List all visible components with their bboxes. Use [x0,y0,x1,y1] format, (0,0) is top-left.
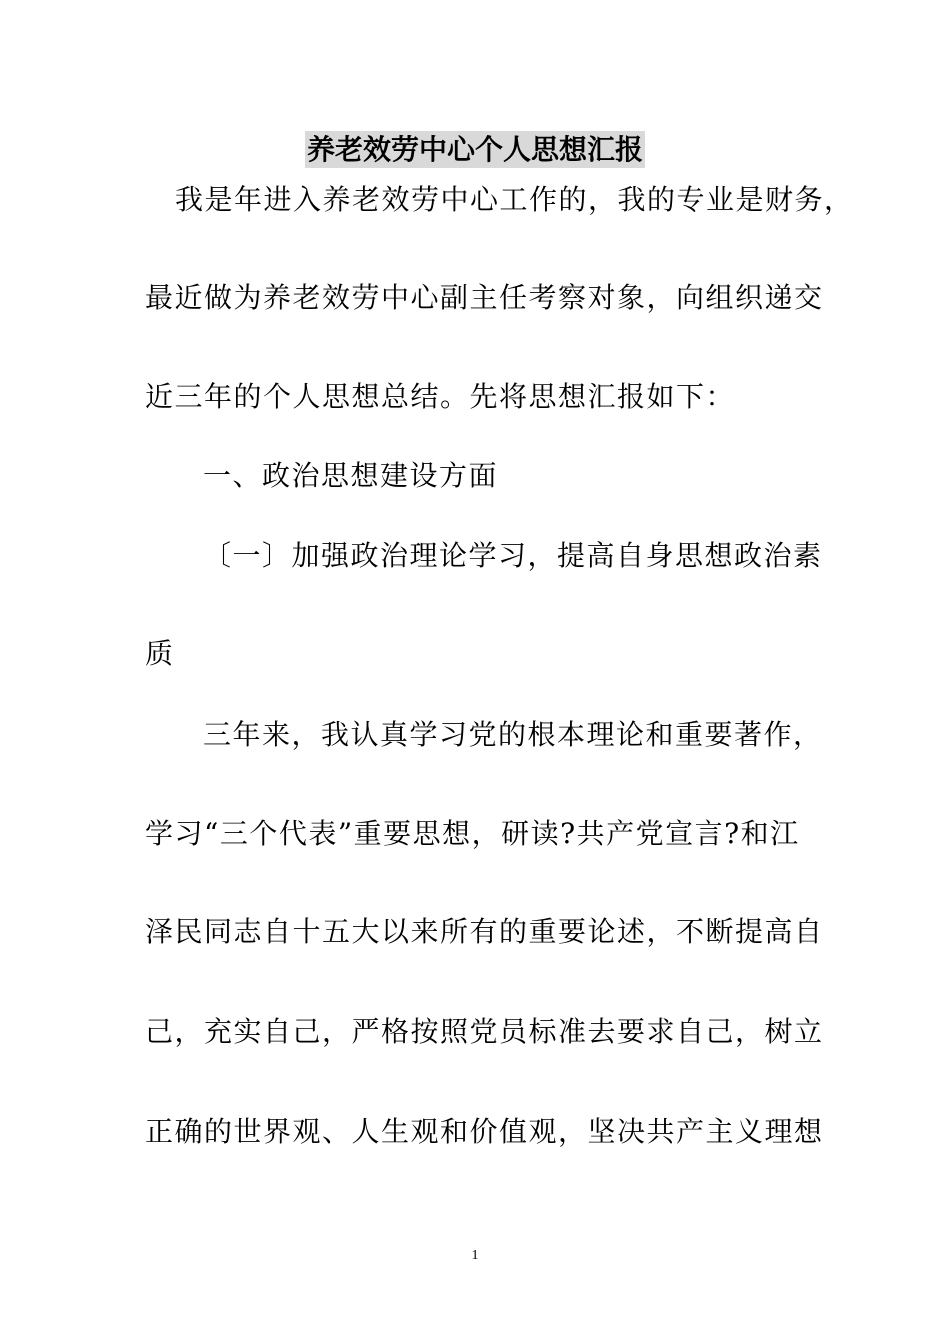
paragraph-line: 正确的世界观、人生观和价值观，坚决共产主义理想 [145,1115,824,1148]
paragraph-line: 三年来，我认真学习党的根本理论和重要著作， [203,718,823,751]
subsection-heading: 〔一〕加强政治理论学习，提高自身思想政治素 [203,539,823,572]
document-title-text: 养老效劳中心个人思想汇报 [306,133,643,166]
paragraph-line: 最近做为养老效劳中心副主任考察对象，向组织递交 [145,281,824,314]
document-title [0,128,950,172]
paragraph-line: 近三年的个人思想总结。先将思想汇报如下： [145,380,736,413]
paragraph-line: 我是年进入养老效劳中心工作的，我的专业是财务， [175,183,854,216]
subsection-heading-continued: 质 [145,637,175,670]
section-heading: 一、政治思想建设方面 [203,459,499,492]
paragraph-line: 泽民同志自十五大以来所有的重要论述，不断提高自 [145,915,824,948]
page-number: 1 [471,1248,479,1263]
paragraph-line: 己，充实自己，严格按照党员标准去要求自己，树立 [145,1015,824,1048]
paragraph-line: 学习“三个代表”重要思想，研读?共产党宣言?和江 [145,817,800,850]
